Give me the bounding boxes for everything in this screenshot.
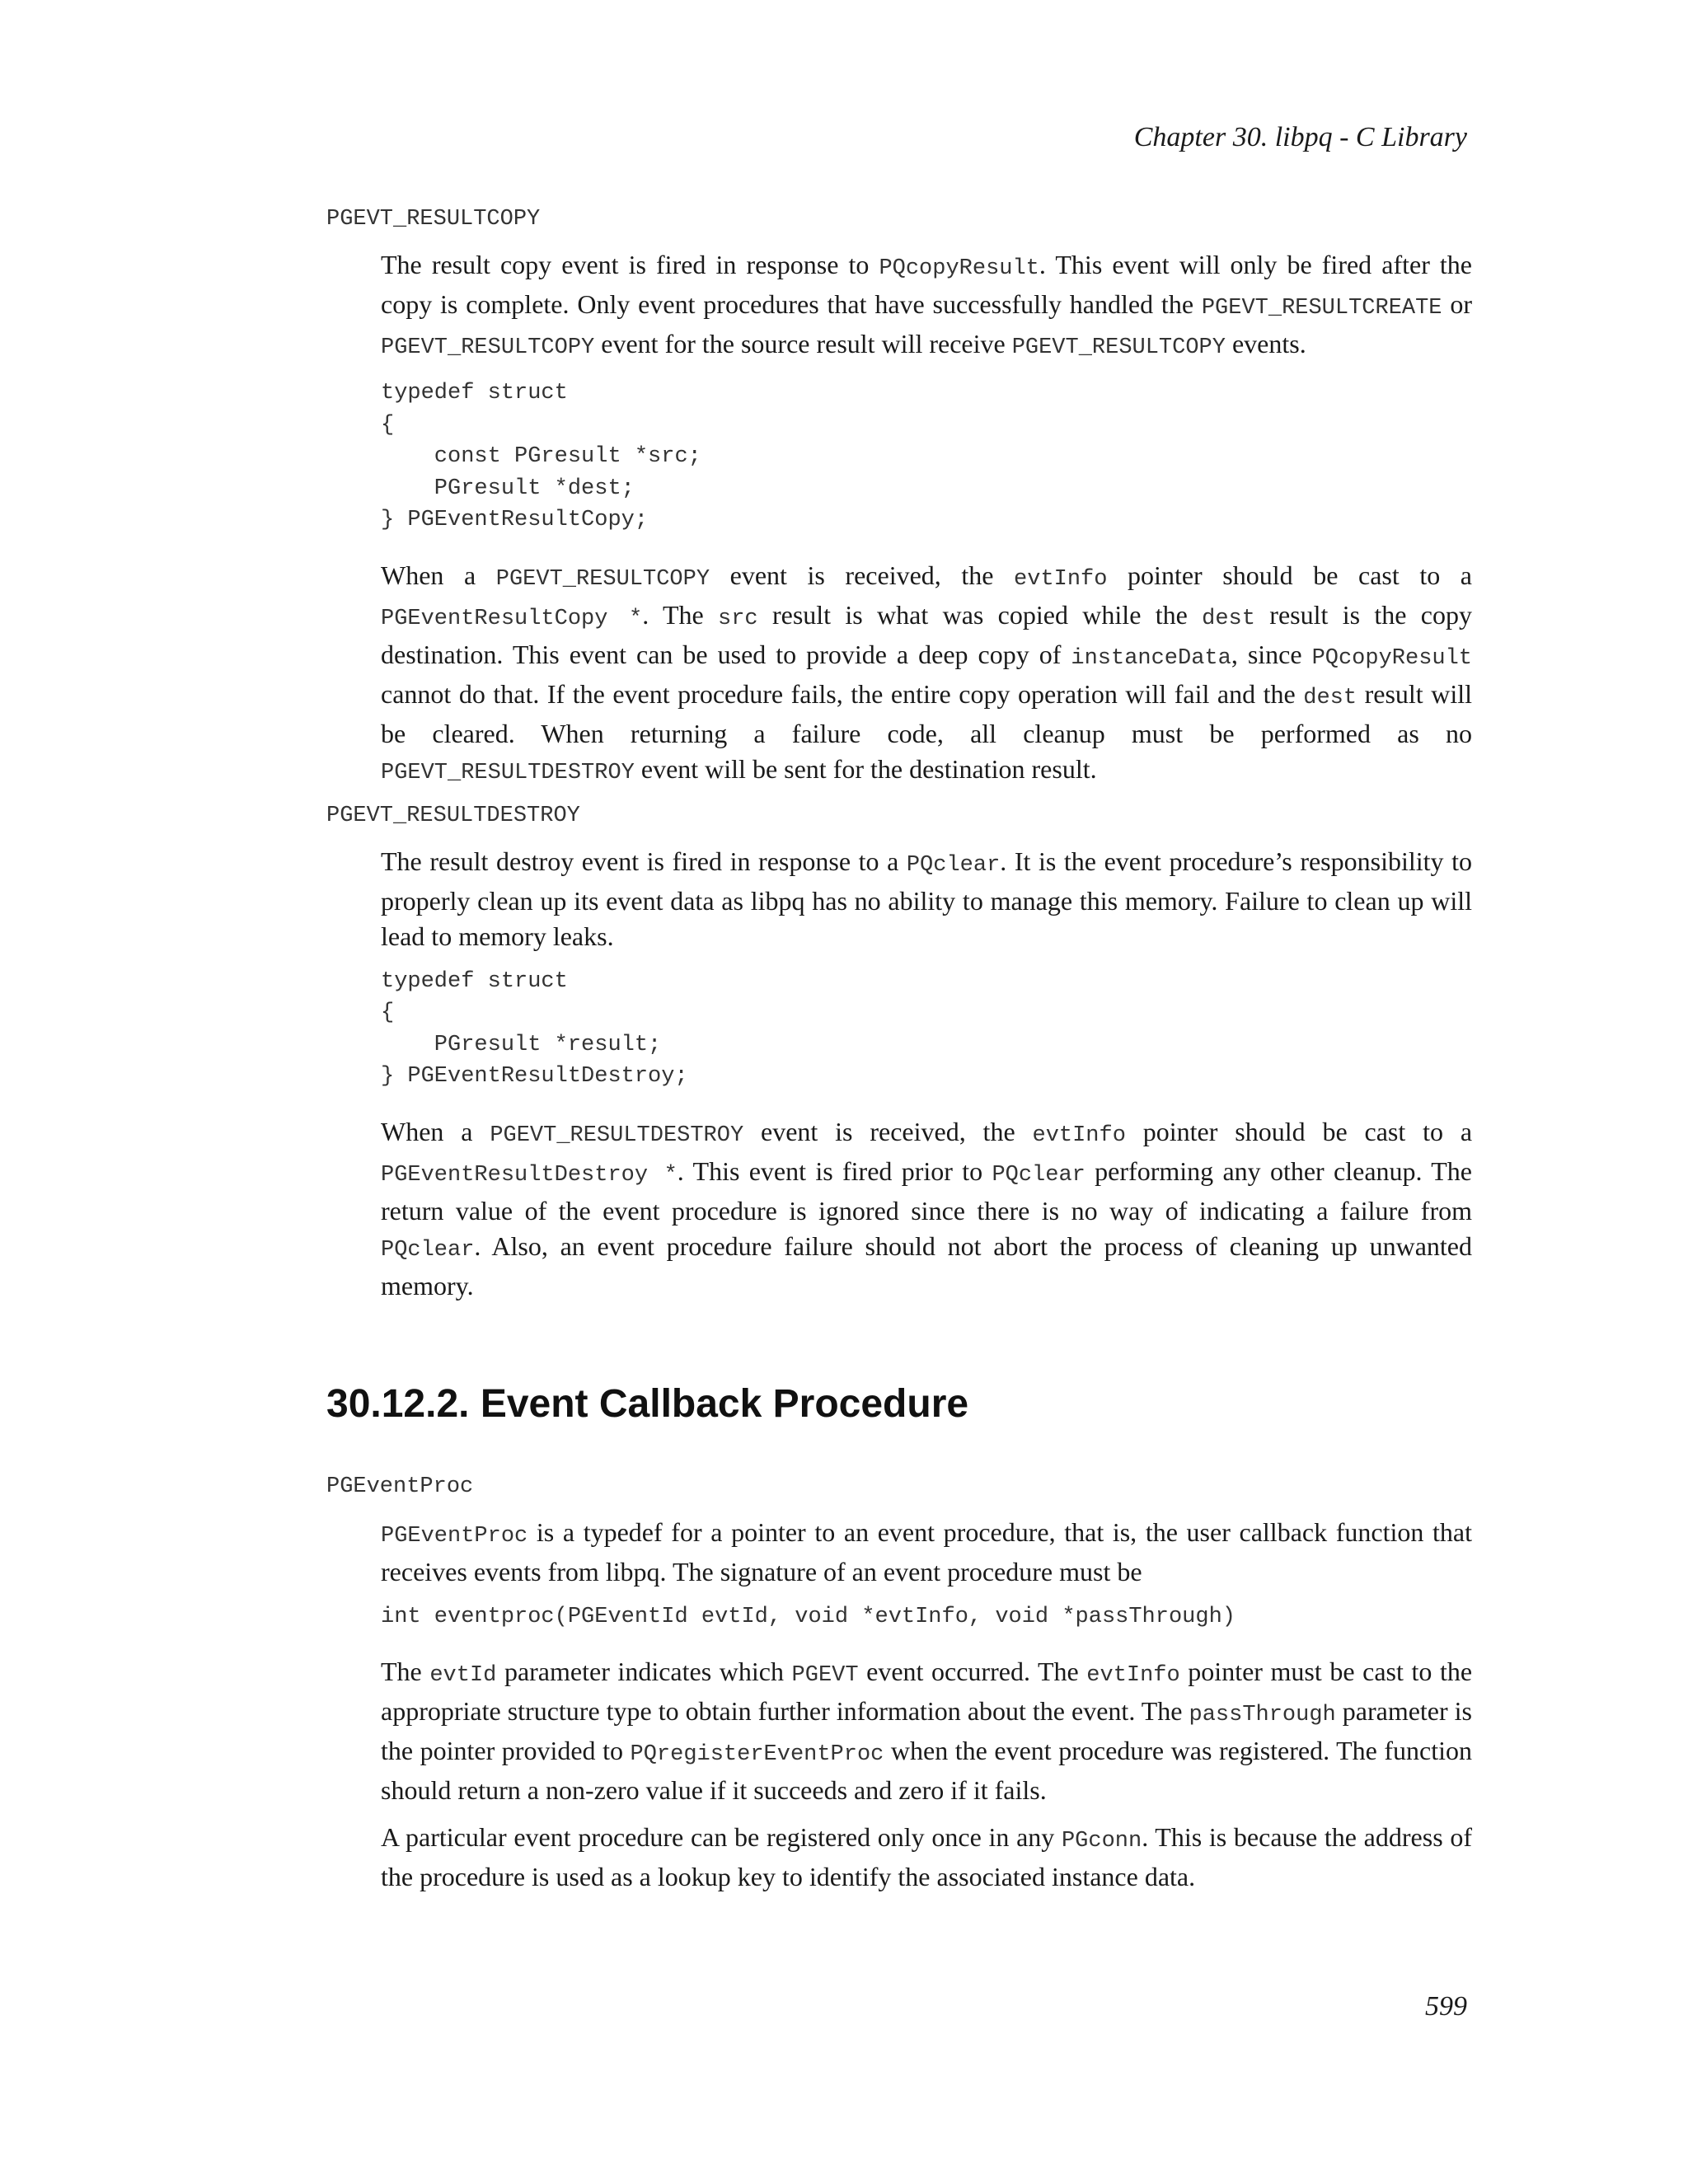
resultcopy-cast-description: When a PGEVT_RESULTCOPY event is received, the evtInfo pointer should be cast to a PGEventResultCopy *. The src result is what was copied while the dest result is the copy destination. This event can be used to provide a deep copy of instanceData, since PQcopyResult cannot do that. If the event procedure fails, the entire copy operation will fail and the dest result will be cleared. When returning a failure code, all cleanup must be performed as no PGEVT_RESULTDESTROY event will be sent for the destination result. [381, 560, 1473, 785]
definition-resultdestroy [381, 844, 1472, 1304]
section-heading: 30.12.2. Event Callback Procedure [326, 1381, 969, 1426]
code-pgeventresultdestroy: typedef struct { PGresult *result; } PGEventResultDestroy; [381, 968, 688, 1089]
page-content [326, 203, 1472, 1895]
running-header: Chapter 30. libpq - C Library [1133, 122, 1467, 152]
eventproc-registration-note: A particular event procedure can be registered only once in any PGconn. This is because the address of the procedure is used as a lookup key to identify the associated instance data. [381, 1822, 1473, 1891]
code-eventproc-signature: int eventproc(PGEventId evtId, void *evtInfo, void *passThrough) [381, 1604, 1236, 1629]
code-pgeventresultcopy: typedef struct { const PGresult *src; PGresult *dest; } PGEventResultCopy; [381, 381, 701, 532]
term-pgevt-resultdestroy: PGEVT_RESULTDESTROY [326, 803, 580, 828]
term-pgeventproc: PGEventProc [326, 1474, 474, 1499]
eventproc-parameters-description: The evtId parameter indicates which PGEVT event occurred. The evtInfo pointer must be cast to the appropriate structure type to obtain further information about the event. The passThrough parameter is the pointer provided to PQregisterEventProc when the event procedure was registered. The function should return a non-zero value if it succeeds and zero if it fails. [381, 1657, 1473, 1805]
resultcopy-description: The result copy event is fired in response to PQcopyResult. This event will only be fired after the copy is complete. Only event procedures that have successfully handled the PGEVT_RESULTCREATE or PGEVT_RESULTCOPY event for the source result will receive PGEVT_RESULTCOPY events. [381, 250, 1473, 360]
resultdestroy-cast-description: When a PGEVT_RESULTDESTROY event is received, the evtInfo pointer should be cast to a PGEventResultDestroy *. This event is fired prior to PQclear performing any other cleanup. The return value of the event procedure is ignored since there is no way of indicating a failure from PQclear. Also, an event procedure failure should not abort the process of cleaning up unwanted memory. [381, 1116, 1473, 1301]
definition-resultcopy [381, 247, 1472, 791]
eventproc-description: PGEventProc is a typedef for a pointer to an event procedure, that is, the user callback function that receives events from libpq. The signature of an event procedure must be [381, 1516, 1472, 1586]
definition-pgeventproc [381, 1515, 1472, 1896]
resultdestroy-description: The result destroy event is fired in response to a PQclear. It is the event procedure’s responsibility to properly clean up its event data as libpq has no ability to manage this memory. Failure to clean up will lead to memory leaks. [381, 846, 1473, 951]
term-pgevt-resultcopy: PGEVT_RESULTCOPY [326, 207, 541, 232]
page-number: 599 [1425, 1991, 1467, 2022]
